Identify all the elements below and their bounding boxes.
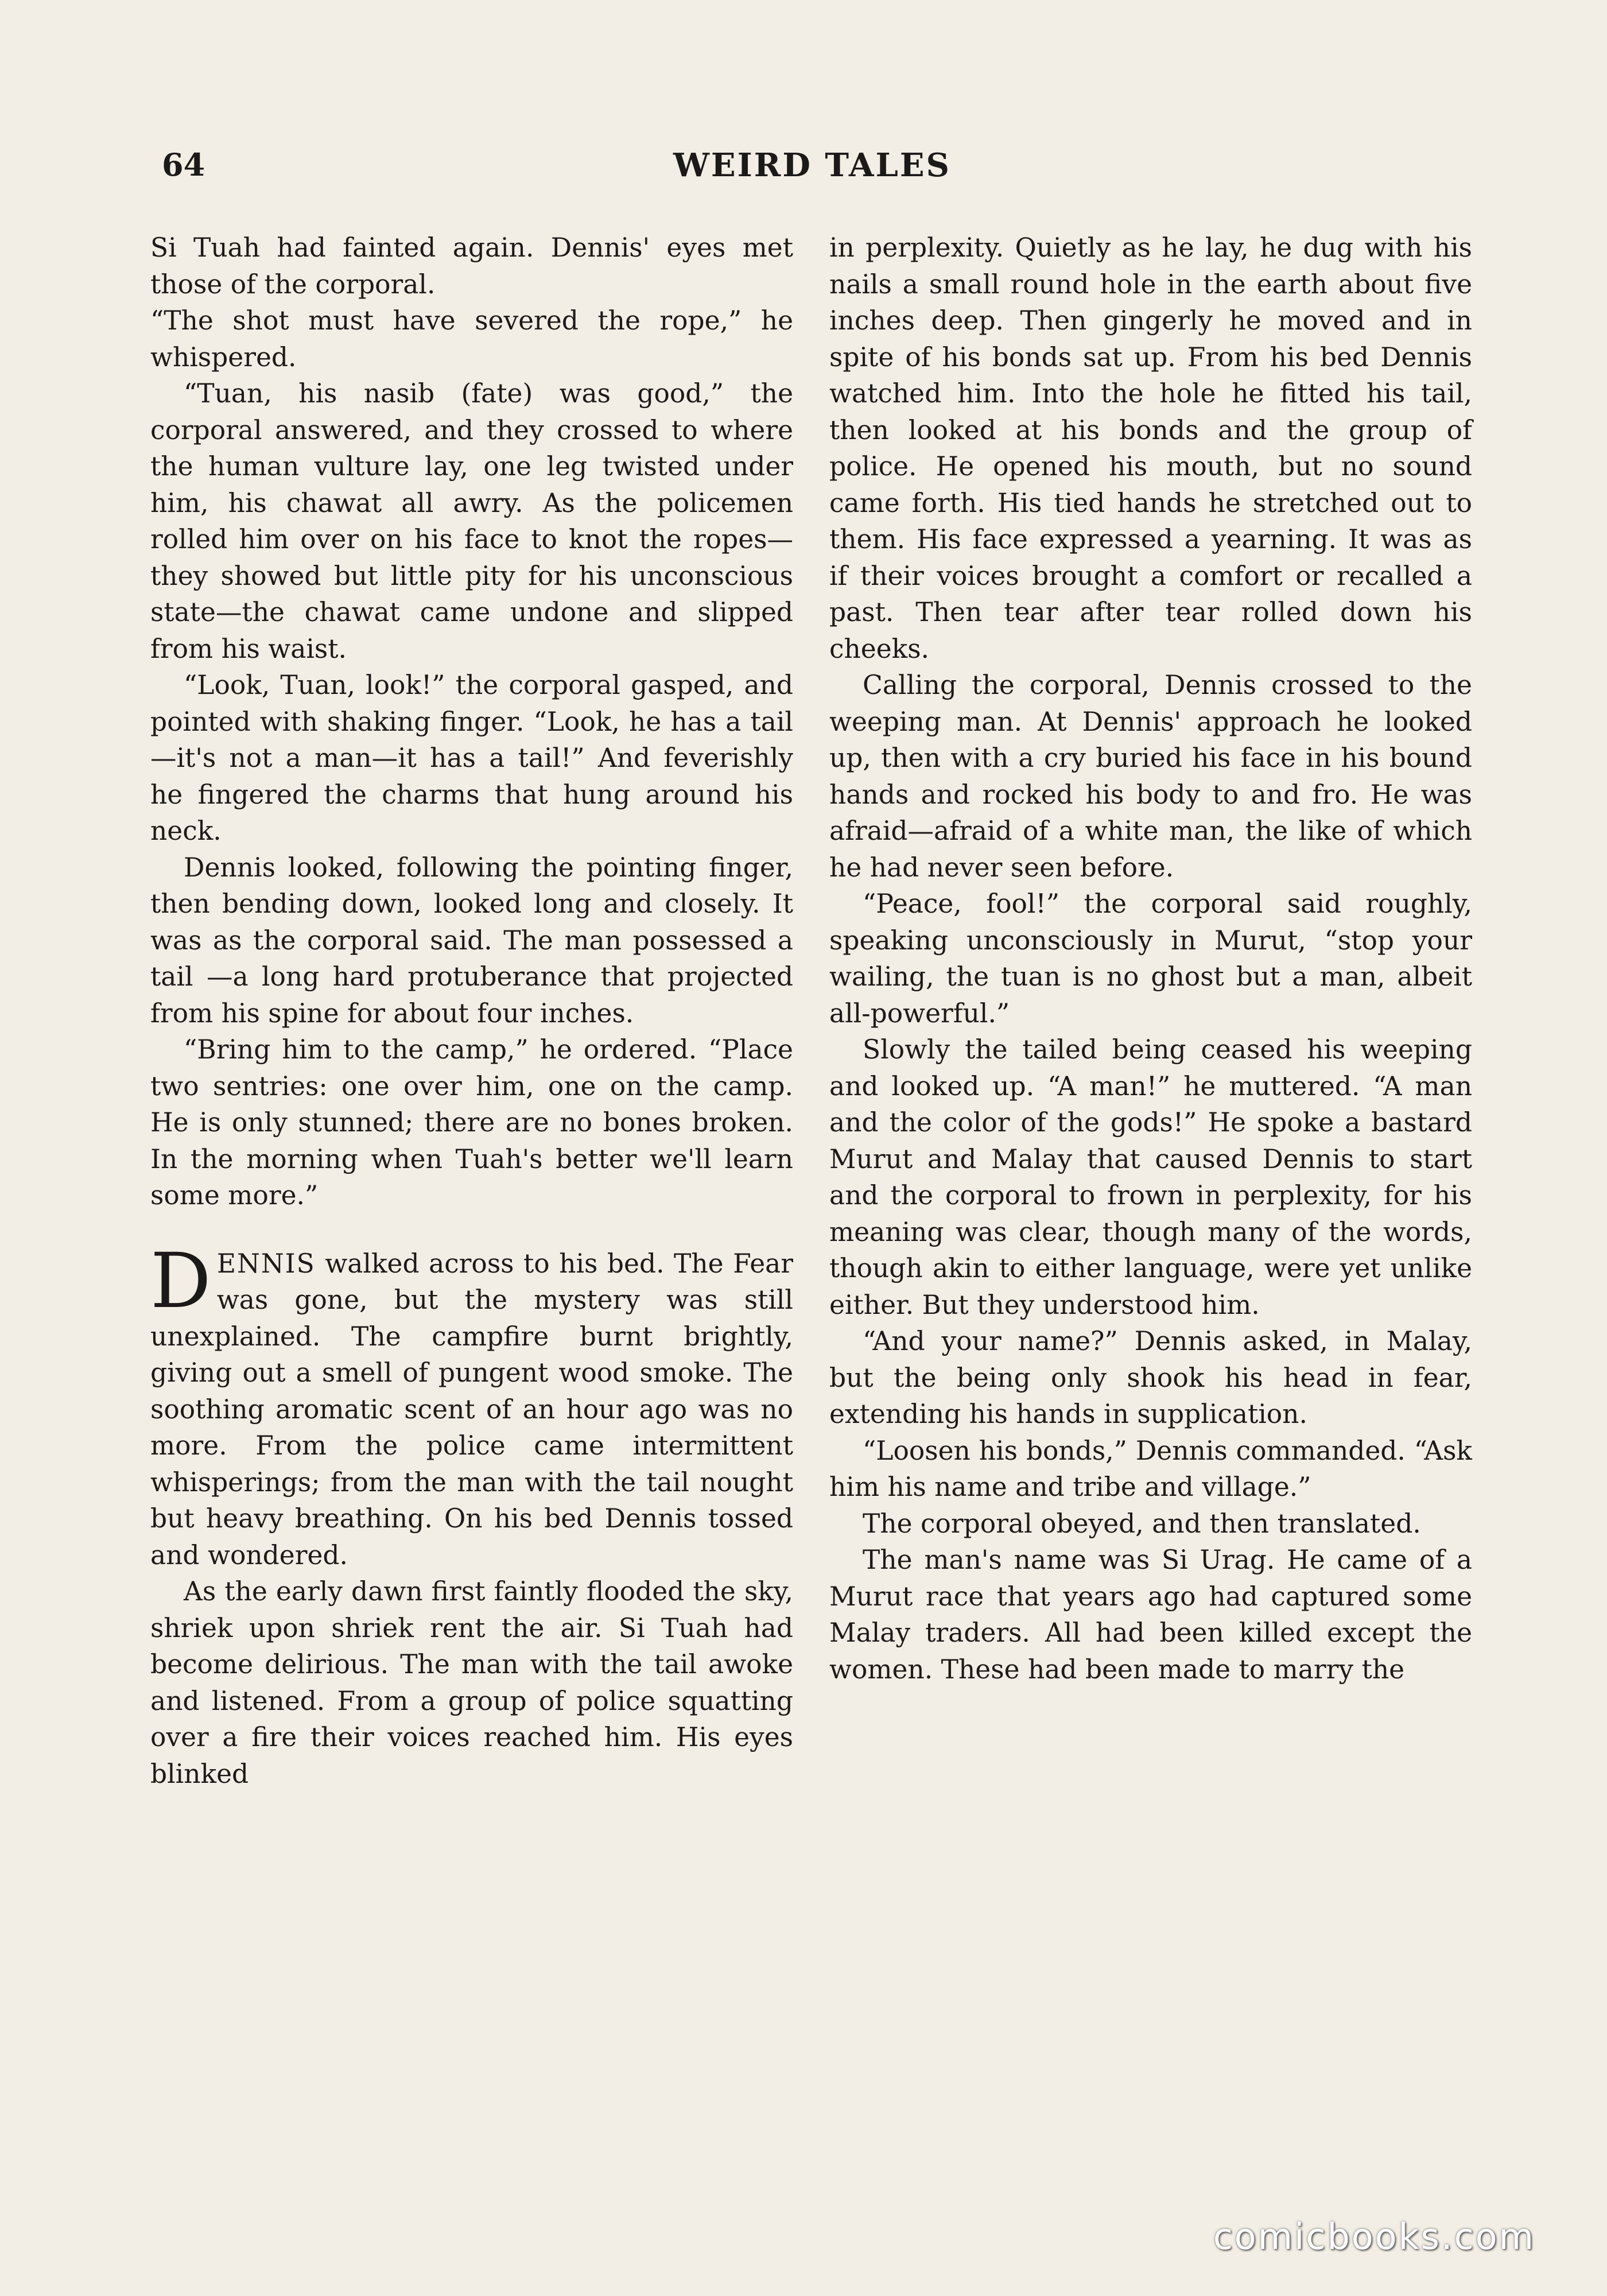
right-column (829, 230, 1472, 1688)
paragraph: Slowly the tailed being ceased his weeping and looked up. “A man!” he muttered. “A man and the color of the gods!” He spoke a bastard Murut and Malay that caused Dennis to start and the corporal to frown in perplexity, for his meaning was clear, though many of the words, though akin to either language, were yet unlike either. But they understood him. (829, 1034, 1472, 1320)
site-watermark: comicbooks.com (1213, 2216, 1535, 2258)
left-column (150, 230, 793, 1792)
paragraph-text: walked across to his bed. The Fear was gone, but the mystery was still unexplained. The campfire burnt brightly, giving out a smell of pungent wood smoke. The soothing aromatic scent of an hour ago was no more. From the police came intermittent whisperings; from the man with the tail nought but heavy breathing. On his bed Dennis tossed and wondered. (150, 1248, 793, 1570)
paragraph: “And your name?” Dennis asked, in Malay, but the being only shook his head in fear, extending his hands in supplication. (829, 1326, 1472, 1429)
paragraph: Si Tuah had fainted again. Dennis' eyes met those of the corporal. (150, 232, 793, 300)
paragraph: Dennis looked, following the pointing finger, then bending down, looked long and closely. It was as the corporal said. The man possessed a tail —a long hard protuberance that projected from his spine for about four inches. (150, 852, 793, 1029)
paragraph: “The shot must have severed the rope,” he whispered. (150, 305, 793, 373)
running-title: WEIRD TALES (673, 146, 951, 184)
paragraph: “Look, Tuan, look!” the corporal gasped, and pointed with shaking finger. “Look, he has a tail—it's not a man—it has a tail!” And feverishly he fingered the charms that hung around his neck. (150, 670, 793, 846)
paragraph: “Bring him to the camp,” he ordered. “Place two sentries: one over him, one on the camp. He is only stunned; there are no bones broken. In the morning when Tuah's better we'll learn some more.” (150, 1034, 793, 1211)
paragraph: “Peace, fool!” the corporal said roughly, speaking unconsciously in Murut, “stop your wailing, the tuan is no ghost but a man, albeit all-powerful.” (829, 889, 1472, 1029)
paragraph: Calling the corporal, Dennis crossed to the weeping man. At Dennis' approach he looked up, then with a cry buried his face in his bound hands and rocked his body to and fro. He was afraid—afraid of a white man, the like of which he had never seen before. (829, 670, 1472, 883)
small-caps-lead: ENNIS (216, 1248, 316, 1279)
paragraph: “Tuan, his nasib (fate) was good,” the corporal answered, and they crossed to where the human vulture lay, one leg twisted under him, his chawat all awry. As the policemen rolled him over on his face to knot the ropes—they showed but little pity for his unconscious state—the chawat came undone and slipped from his waist. (150, 378, 793, 664)
page-header (155, 146, 1469, 192)
paragraph: The man's name was Si Urag. He came of a Murut race that years ago had captured some Malay traders. All had been killed except the women. These had been made to marry the (829, 1545, 1472, 1685)
paragraph: “Loosen his bonds,” Dennis commanded. “Ask him his name and tribe and village.” (829, 1435, 1472, 1502)
paragraph: in perplexity. Quietly as he lay, he dug with his nails a small round hole in the earth about five inches deep. Then gingerly he moved and in spite of his bonds sat up. From his bed Dennis watched him. Into the hole he fitted his tail, then looked at his bonds and the group of police. He opened his mouth, but no sound came forth. His tied hands he stretched out to them. His face expressed a yearning. It was as if their voices brought a comfort or recalled a past. Then tear after tear rolled down his cheeks. (829, 232, 1472, 664)
section-opening-paragraph (150, 1236, 793, 1574)
paragraph: The corporal obeyed, and then translated. (863, 1508, 1421, 1539)
drop-cap: D (150, 1236, 211, 1325)
page-number: 64 (162, 146, 205, 183)
paragraph: As the early dawn first faintly flooded the sky, shriek upon shriek rent the air. Si Tuah had become delirious. The man with the tail awoke and listened. From a group of police squatting over a fire their voices reached him. His eyes blinked (150, 1576, 793, 1789)
